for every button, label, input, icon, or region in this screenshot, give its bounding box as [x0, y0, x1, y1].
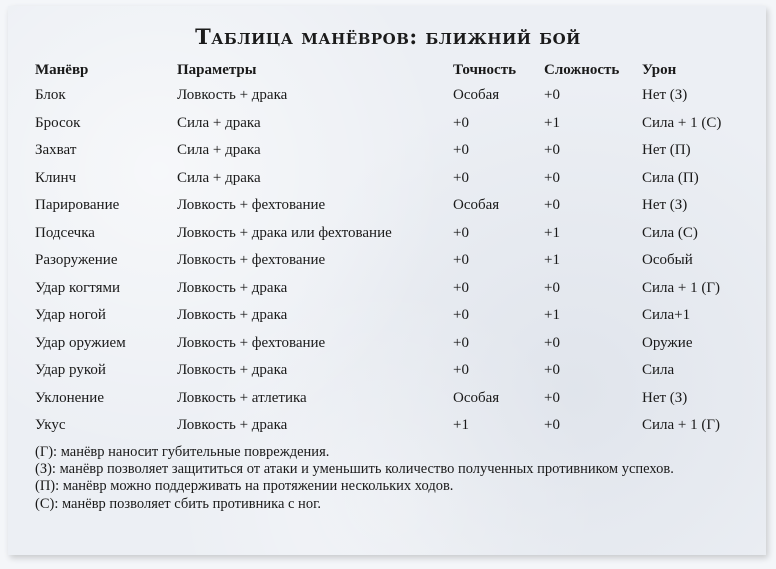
cell-maneuver: Бросок: [35, 114, 81, 131]
cell-accuracy: Особая: [453, 87, 500, 104]
table-row: [35, 192, 752, 220]
cell-difficulty: +0: [544, 334, 560, 351]
cell-difficulty: +1: [544, 224, 560, 241]
cell-parameters: Ловкость + фехтование: [177, 252, 326, 269]
cell-parameters: Ловкость + драка: [177, 87, 288, 104]
cell-damage: Нет (П): [642, 142, 691, 159]
cell-accuracy: +0: [453, 224, 469, 241]
cell-parameters: Ловкость + драка: [177, 362, 288, 379]
cell-accuracy: Особая: [453, 389, 500, 406]
table-row: [35, 165, 752, 193]
table-row: [35, 137, 752, 165]
cell-difficulty: +1: [544, 252, 560, 269]
cell-parameters: Сила + драка: [177, 169, 261, 186]
cell-parameters: Ловкость + фехтование: [177, 197, 326, 214]
cell-accuracy: +0: [453, 334, 469, 351]
cell-difficulty: +1: [544, 307, 560, 324]
cell-damage: Сила+1: [642, 307, 691, 324]
table-row: [35, 330, 752, 358]
cell-maneuver: Клинч: [35, 169, 77, 186]
cell-accuracy: +0: [453, 252, 469, 269]
column-header-accuracy: Точность: [453, 61, 517, 78]
maneuver-table: [35, 58, 752, 440]
cell-difficulty: +0: [544, 87, 560, 104]
cell-damage: Сила + 1 (С): [642, 114, 722, 131]
cell-difficulty: +0: [544, 197, 560, 214]
cell-parameters: Ловкость + драка: [177, 279, 288, 296]
cell-parameters: Ловкость + драка: [177, 307, 288, 324]
footnote-p: (П): манёвр можно поддерживать на протяжении нескольких ходов.: [35, 478, 454, 495]
cell-parameters: Сила + драка: [177, 114, 261, 131]
cell-damage: Оружие: [642, 334, 693, 351]
cell-accuracy: +0: [453, 114, 469, 131]
cell-maneuver: Удар ногой: [35, 307, 106, 324]
cell-parameters: Сила + драка: [177, 142, 261, 159]
cell-damage: Особый: [642, 252, 693, 269]
footnote-s: (С): манёвр позволяет сбить противника с ног.: [35, 495, 322, 512]
footnote-g: (Г): манёвр наносит губительные повреждения.: [35, 444, 330, 460]
table-row: [35, 357, 752, 385]
cell-parameters: Ловкость + атлетика: [177, 389, 307, 406]
table-title: Таблица манёвров: ближний бой: [195, 24, 581, 49]
column-header-difficulty: Сложность: [544, 61, 620, 78]
cell-damage: Нет (З): [642, 197, 688, 214]
cell-difficulty: +0: [544, 389, 560, 406]
footnote-z: (З): манёвр позволяет защититься от атаки и уменьшить количество полученных противником успехов.: [35, 461, 674, 478]
cell-difficulty: +0: [544, 142, 560, 159]
table-row: [35, 110, 752, 138]
cell-accuracy: +0: [453, 362, 469, 379]
cell-parameters: Ловкость + драка: [177, 417, 288, 434]
cell-damage: Сила (С): [642, 224, 698, 241]
cell-accuracy: +1: [453, 417, 469, 434]
footnotes: [35, 444, 748, 513]
cell-damage: Нет (З): [642, 87, 688, 104]
cell-accuracy: +0: [453, 142, 469, 159]
cell-maneuver: Уклонение: [35, 389, 104, 406]
column-header-maneuver: Манёвр: [35, 61, 89, 78]
cell-maneuver: Блок: [35, 87, 66, 104]
cell-accuracy: +0: [453, 307, 469, 324]
cell-damage: Сила + 1 (Г): [642, 279, 721, 296]
table-row: [35, 220, 752, 248]
table-row: [35, 385, 752, 413]
cell-damage: Нет (З): [642, 389, 688, 406]
table-row: [35, 82, 752, 110]
cell-maneuver: Подсечка: [35, 224, 95, 241]
cell-difficulty: +0: [544, 417, 560, 434]
cell-maneuver: Удар рукой: [35, 362, 106, 379]
cell-damage: Сила: [642, 362, 675, 379]
cell-accuracy: Особая: [453, 197, 500, 214]
cell-difficulty: +0: [544, 279, 560, 296]
cell-difficulty: +0: [544, 169, 560, 186]
cell-difficulty: +0: [544, 362, 560, 379]
cell-damage: Сила (П): [642, 169, 699, 186]
cell-maneuver: Разоружение: [35, 252, 118, 269]
cell-maneuver: Парирование: [35, 197, 120, 214]
table-header-row: [35, 58, 752, 82]
cell-maneuver: Удар оружием: [35, 334, 126, 351]
column-header-damage: Урон: [642, 61, 677, 78]
cell-damage: Сила + 1 (Г): [642, 417, 721, 434]
table-row: [35, 247, 752, 275]
table-row: [35, 275, 752, 303]
cell-accuracy: +0: [453, 169, 469, 186]
cell-parameters: Ловкость + фехтование: [177, 334, 326, 351]
cell-difficulty: +1: [544, 114, 560, 131]
cell-maneuver: Укус: [35, 417, 66, 434]
cell-accuracy: +0: [453, 279, 469, 296]
cell-maneuver: Удар когтями: [35, 279, 121, 296]
table-row: [35, 302, 752, 330]
table-row: [35, 412, 752, 440]
column-header-parameters: Параметры: [177, 61, 257, 78]
cell-parameters: Ловкость + драка или фехтование: [177, 224, 392, 241]
cell-maneuver: Захват: [35, 142, 77, 159]
